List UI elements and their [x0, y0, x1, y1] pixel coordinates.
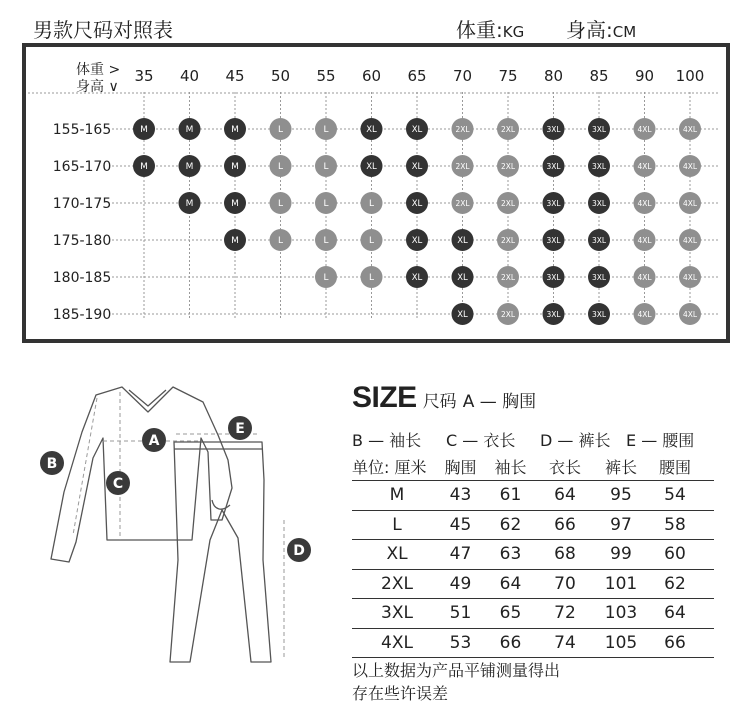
size-badge [588, 155, 610, 177]
size-badge-label: XL [457, 273, 468, 283]
size-badge [270, 229, 292, 251]
table-value-cell: 103 [604, 603, 638, 623]
size-badge [361, 192, 383, 214]
height-row-header: 180-185 [52, 270, 112, 286]
size-badge [452, 229, 474, 251]
size-badge-label: L [323, 125, 329, 135]
size-badge-label: 2XL [455, 125, 470, 134]
size-badge-label: XL [411, 125, 423, 135]
size-badge-label: 4XL [682, 236, 698, 245]
size-badge-label: L [277, 162, 284, 172]
size-badge-label: M [185, 199, 194, 209]
size-badge [634, 192, 656, 214]
size-badge [588, 266, 610, 288]
table-rule [352, 480, 714, 481]
size-badge [679, 192, 701, 214]
weight-column-header: 75 [498, 67, 518, 85]
size-badge-label: L [368, 273, 375, 283]
size-badge-label: XL [457, 236, 468, 246]
table-value-cell: 47 [449, 544, 472, 564]
size-badge [588, 192, 610, 214]
size-badge-label: L [323, 162, 329, 172]
size-badge [224, 155, 246, 177]
size-badge-label: 4XL [637, 199, 652, 208]
table-value-cell: 54 [664, 485, 686, 505]
size-badge-label: XL [457, 310, 468, 320]
size-badge-label: 3XL [546, 125, 561, 134]
size-badge [543, 266, 565, 288]
legend-e: E — 腰围 [626, 431, 695, 450]
table-value-cell: 62 [499, 514, 522, 535]
size-badge-label: 4XL [682, 125, 698, 134]
table-rule [352, 539, 714, 540]
table-value-cell: 72 [554, 603, 576, 623]
size-badge-label: 4XL [637, 125, 652, 134]
measure-marker-d [287, 538, 311, 562]
height-label-text: 身高: [566, 18, 613, 42]
height-unit-text: CM [612, 23, 637, 41]
table-value-cell: 64 [499, 573, 522, 594]
size-badge-label: 3XL [546, 273, 561, 282]
size-badge [315, 229, 337, 251]
weight-unit-text: KG [502, 23, 525, 41]
measure-marker-label: B [46, 456, 58, 472]
table-size-cell: 3XL [381, 603, 413, 623]
size-badge [543, 192, 565, 214]
size-badge [543, 303, 565, 325]
size-badge-label: 3XL [591, 199, 607, 208]
size-badge [634, 229, 656, 251]
weight-unit-label [456, 14, 524, 43]
shirt-neckline [129, 390, 166, 406]
size-badge [270, 118, 292, 140]
table-size-cell: M [389, 485, 405, 505]
size-badge [452, 118, 474, 140]
size-badge [315, 192, 337, 214]
size-badge [179, 192, 201, 214]
size-badge [315, 155, 337, 177]
size-badge [497, 303, 519, 325]
table-header-cell: 袖长 [494, 458, 527, 477]
table-value-cell: 105 [604, 632, 638, 653]
size-badge [361, 118, 383, 140]
size-badge [497, 229, 519, 251]
size-badge [406, 118, 428, 140]
size-badge [224, 229, 246, 251]
size-badge [361, 229, 383, 251]
table-value-cell: 99 [610, 544, 632, 564]
size-badge-label: XL [411, 199, 423, 209]
size-badge-label: M [231, 236, 239, 246]
size-badge-label: XL [411, 162, 423, 172]
table-value-cell: 58 [664, 514, 686, 535]
size-badge [224, 192, 246, 214]
size-badge [543, 118, 565, 140]
table-rule [352, 510, 714, 511]
table-header-cell: 衣长 [548, 458, 581, 477]
legend-d: D — 裤长 [540, 431, 611, 450]
size-grid [22, 43, 730, 343]
sleeve-measure-line [73, 398, 97, 535]
weight-column-header: 85 [589, 67, 609, 85]
size-badge [270, 155, 292, 177]
size-badge-label: M [140, 162, 148, 172]
weight-column-header: 80 [543, 67, 564, 85]
size-badge [679, 266, 701, 288]
size-badge [679, 229, 701, 251]
footnote-line-2: 存在些许误差 [352, 684, 449, 703]
table-value-cell: 97 [610, 514, 632, 535]
size-badge-label: 2XL [455, 199, 470, 208]
size-badge [634, 118, 656, 140]
table-value-cell: 49 [449, 573, 472, 594]
size-badge [497, 155, 519, 177]
size-badge-label: 2XL [455, 162, 470, 171]
size-grid-svg [26, 47, 726, 339]
size-badge-label: 3XL [591, 236, 607, 245]
table-value-cell: 61 [499, 485, 522, 505]
measure-marker-a [142, 428, 166, 452]
size-badge [679, 303, 701, 325]
size-badge-label: 2XL [500, 273, 516, 282]
table-value-cell: 62 [664, 573, 686, 594]
size-badge [133, 155, 155, 177]
size-badge-label: L [323, 199, 329, 209]
table-value-cell: 74 [554, 632, 576, 653]
measure-marker-label: E [235, 421, 245, 437]
table-size-cell: XL [386, 544, 408, 564]
table-value-cell: 51 [449, 603, 472, 623]
size-badge-label: 2XL [500, 310, 516, 319]
table-value-cell: 65 [499, 603, 522, 623]
size-badge [133, 118, 155, 140]
measure-marker-e [228, 416, 252, 440]
legend-c: C — 衣长 [446, 431, 516, 450]
size-badge-label: 2XL [500, 162, 516, 171]
size-badge-label: 4XL [682, 162, 698, 171]
weight-column-header: 65 [407, 67, 427, 85]
height-row-header: 170-175 [52, 196, 112, 212]
size-badge [452, 266, 474, 288]
size-badge-label: 3XL [546, 310, 561, 319]
weight-column-header: 60 [361, 67, 382, 85]
table-rule [352, 598, 714, 599]
weight-column-header: 45 [225, 67, 245, 85]
table-value-cell: 64 [554, 485, 576, 505]
size-badge-label: 4XL [637, 236, 652, 245]
size-badge-label: L [277, 236, 284, 246]
size-badge-label: 3XL [546, 162, 561, 171]
size-badge [315, 266, 337, 288]
table-rule [352, 628, 714, 629]
size-badge-label: 4XL [637, 273, 652, 282]
weight-column-header: 90 [634, 67, 655, 85]
page-title: 男款尺码对照表 [33, 18, 173, 42]
size-badge-label: 3XL [546, 199, 561, 208]
size-badge-label: XL [411, 236, 423, 246]
size-badge-label: L [368, 236, 375, 246]
size-badge-label: 4XL [682, 310, 698, 319]
weight-column-header: 50 [270, 67, 291, 85]
size-title-text: SIZE [352, 381, 417, 414]
size-badge-label: 3XL [591, 162, 607, 171]
size-badge-label: 2XL [500, 236, 516, 245]
size-badge-label: 3XL [591, 310, 607, 319]
table-value-cell: 66 [499, 632, 522, 653]
size-subtitle-text: 尺码 [422, 392, 457, 412]
size-badge [497, 118, 519, 140]
size-badge-label: M [140, 125, 148, 135]
size-badge [179, 155, 201, 177]
size-badge-label: XL [411, 273, 423, 283]
size-badge [588, 303, 610, 325]
size-badge [361, 266, 383, 288]
size-badge-label: L [368, 199, 375, 209]
table-header-cell: 单位: 厘米 [352, 458, 427, 477]
height-unit-label [566, 14, 636, 43]
measure-marker-b [40, 451, 64, 475]
legend-b: B — 袖长 [352, 431, 422, 450]
size-badge-label: 4XL [637, 162, 652, 171]
table-value-cell: 43 [449, 485, 472, 505]
size-badge [497, 192, 519, 214]
size-badge-label: 2XL [500, 199, 516, 208]
table-value-cell: 95 [610, 485, 632, 505]
table-rule [352, 569, 714, 570]
height-row-header: 165-170 [52, 159, 112, 175]
table-header-cell: 裤长 [604, 458, 637, 477]
size-badge-label: L [323, 236, 329, 246]
weight-column-header: 100 [675, 67, 705, 85]
size-badge-label: L [323, 273, 329, 283]
table-value-cell: 66 [554, 514, 576, 535]
size-badge [543, 229, 565, 251]
size-badge-label: M [185, 125, 194, 135]
size-badge [406, 192, 428, 214]
table-header-cell: 胸围 [444, 458, 477, 477]
size-badge [406, 155, 428, 177]
size-badge-label: 4XL [682, 273, 698, 282]
size-chart-title [352, 381, 536, 415]
weight-column-header: 40 [179, 67, 200, 85]
weight-column-header: 35 [134, 67, 154, 85]
table-value-cell: 64 [664, 603, 686, 623]
size-badge [406, 266, 428, 288]
legend-a: A — 胸围 [462, 392, 537, 412]
size-badge-label: XL [366, 162, 377, 172]
table-value-cell: 63 [499, 544, 522, 564]
table-value-cell: 53 [449, 632, 472, 653]
height-row-header: 175-180 [52, 233, 112, 249]
size-badge-label: 4XL [637, 310, 652, 319]
size-badge-label: M [231, 162, 239, 172]
size-badge-label: M [185, 162, 194, 172]
measure-marker-c [106, 471, 130, 495]
corner-height-label: 身高 ∨ [76, 79, 119, 95]
size-badge [588, 229, 610, 251]
corner-weight-label: 体重 > [76, 62, 121, 78]
size-badge [679, 118, 701, 140]
size-badge [452, 303, 474, 325]
weight-column-header: 55 [316, 67, 336, 85]
size-badge [634, 266, 656, 288]
table-size-cell: 2XL [381, 573, 413, 594]
size-badge-label: XL [366, 125, 377, 135]
size-badge [679, 155, 701, 177]
table-value-cell: 45 [449, 514, 472, 535]
size-badge [634, 155, 656, 177]
measure-marker-label: A [148, 433, 160, 449]
table-size-cell: 4XL [381, 632, 413, 653]
table-value-cell: 66 [664, 632, 686, 653]
table-value-cell: 60 [664, 544, 686, 564]
size-badge-label: 3XL [591, 273, 607, 282]
size-badge [179, 118, 201, 140]
size-badge [270, 192, 292, 214]
size-badge [224, 118, 246, 140]
size-badge-label: M [231, 199, 239, 209]
size-badge [543, 155, 565, 177]
table-size-cell: L [392, 514, 402, 535]
table-header-cell: 腰围 [658, 458, 691, 477]
shirt-outline [51, 387, 232, 562]
size-badge-label: 4XL [682, 199, 698, 208]
size-badge [634, 303, 656, 325]
size-badge [315, 118, 337, 140]
size-badge [452, 192, 474, 214]
weight-column-header: 70 [452, 67, 473, 85]
garment-diagram [0, 360, 340, 706]
size-badge [406, 229, 428, 251]
footnote-line-1: 以上数据为产品平铺测量得出 [352, 661, 561, 680]
size-badge-label: L [277, 125, 284, 135]
measure-marker-label: D [293, 543, 305, 559]
height-row-header: 185-190 [52, 307, 112, 323]
size-badge [588, 118, 610, 140]
measure-marker-label: C [112, 476, 124, 492]
pants-outline [170, 442, 271, 662]
size-badge [497, 266, 519, 288]
size-badge-label: L [277, 199, 284, 209]
size-badge-label: 3XL [591, 125, 607, 134]
size-badge-label: 2XL [500, 125, 516, 134]
size-badge [452, 155, 474, 177]
size-badge-label: 3XL [546, 236, 561, 245]
weight-label-text: 体重: [456, 18, 503, 42]
size-badge [361, 155, 383, 177]
table-value-cell: 68 [554, 544, 576, 564]
size-badge-label: M [231, 125, 239, 135]
height-row-header: 155-165 [52, 122, 112, 138]
table-value-cell: 70 [554, 573, 576, 594]
table-value-cell: 101 [604, 573, 638, 594]
